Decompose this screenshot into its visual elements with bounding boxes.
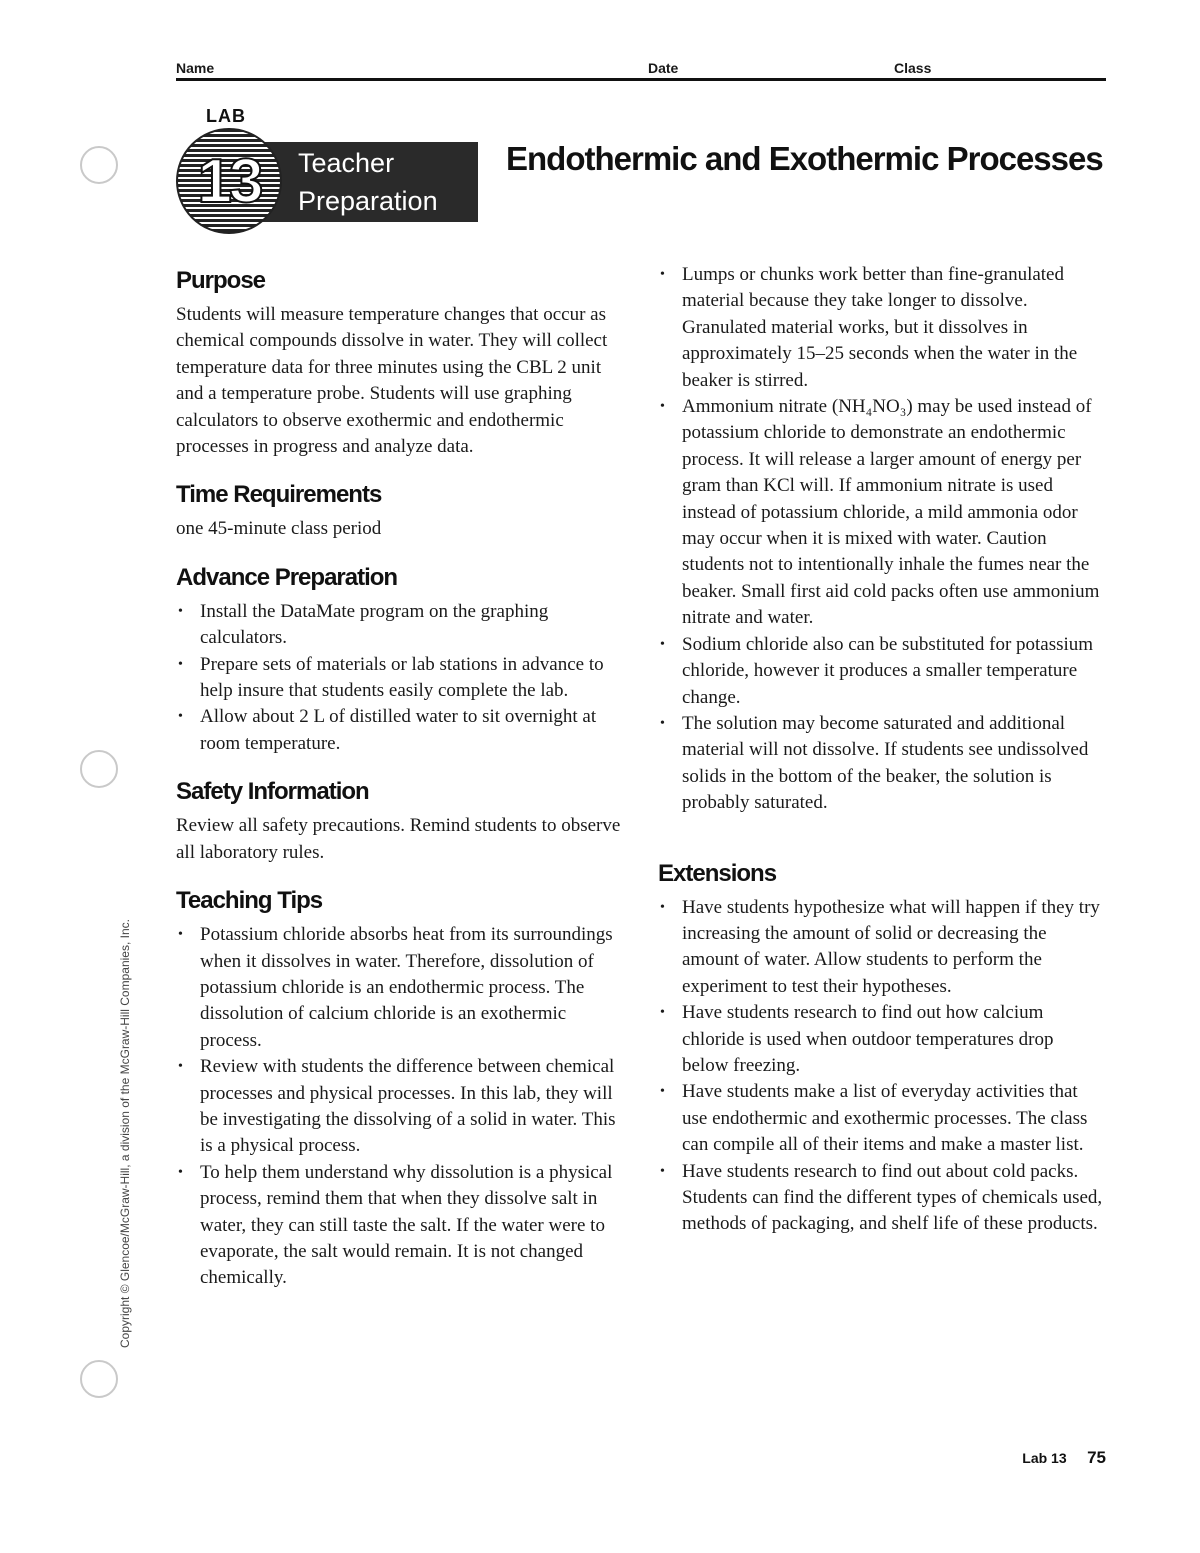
lab-badge <box>176 106 478 222</box>
class-label: Class <box>894 60 932 76</box>
binder-hole <box>80 750 118 788</box>
binder-hole <box>80 1360 118 1398</box>
list-item: • Sodium chloride also can be substituted for potassium chloride, however it produces a smaller temperature change. <box>658 632 1104 711</box>
list-item: • Ammonium nitrate (NH₄NO₃) may be used instead of potassium chloride to demonstrate an endothermic process. It will release a larger amount of energy per gram than KCl will. If ammonium nitrate is used instead of potassium chloride, a mild ammonia odor may occur when it is mixed with water. Caution students not to intentionally inhale the fumes near the beaker. Small first aid cold packs often use ammonium nitrate and water. <box>658 394 1104 632</box>
safety-heading: Safety Information <box>176 778 369 806</box>
list-item: • Have students make a list of everyday activities that use endothermic and exothermic processes. The class can compile all of their items and make a master list. <box>658 1079 1104 1158</box>
list-item: • Have students research to find out how calcium chloride is used when outdoor temperatures drop below freezing. <box>658 1000 1104 1079</box>
tips-heading: Teaching Tips <box>176 887 323 915</box>
footer-lab-label: Lab 13 <box>1022 1450 1067 1466</box>
time-text: one 45-minute class period <box>176 518 382 540</box>
list-item: • Lumps or chunks work better than fine-granulated material because they take longer to dissolve. Granulated material works, but it dissolves in approximately 15–25 seconds when the water in the beaker is stirred. <box>658 262 1104 394</box>
lab-number-circle <box>176 128 282 234</box>
badge-line2: Preparation <box>298 186 438 216</box>
list-item: • Potassium chloride absorbs heat from its surroundings when it dissolves in water. Therefore, dissolution of potassium chloride is an endothermic process. The dissolution of calcium chloride is an exothermic process. <box>176 922 624 1054</box>
purpose-heading: Purpose <box>176 267 266 294</box>
list-item: • Prepare sets of materials or lab stations in advance to help insure that students easily complete the lab. <box>176 652 624 705</box>
right-column <box>658 262 1104 1256</box>
extensions-list <box>658 895 1104 1238</box>
list-item: • Have students research to find out about cold packs. Students can find the different types of chemicals used, methods of packaging, and shelf life of these products. <box>658 1159 1104 1238</box>
binder-hole <box>80 146 118 184</box>
list-item: • Review with students the difference between chemical processes and physical processes. In this lab, they will be investigating the dissolving of a solid in water. This is a physical process. <box>176 1054 624 1160</box>
list-item: • Install the DataMate program on the graphing calculators. <box>176 599 624 652</box>
advance-list <box>176 599 624 757</box>
extensions-heading: Extensions <box>658 859 777 887</box>
time-heading: Time Requirements <box>176 481 382 509</box>
list-item: • Have students hypothesize what will happen if they try increasing the amount of solid or decreasing the amount of water. Allow students to perform the experiment to test their hypotheses. <box>658 895 1104 1001</box>
date-label: Date <box>648 60 679 76</box>
purpose-text: Students will measure temperature changes that occur as chemical compounds dissolve in water. They will collect temperature data for three minutes using the CBL 2 unit and a temperature probe. Students will use graphing calculators to observe exothermic and endothermic processes in progress and analyze data. <box>176 304 608 458</box>
page-footer <box>1022 1448 1106 1468</box>
list-item: • Allow about 2 L of distilled water to sit overnight at room temperature. <box>176 704 624 757</box>
tips-continued-list <box>658 262 1104 817</box>
header-rule <box>176 58 1106 81</box>
lab-word: LAB <box>206 106 246 126</box>
safety-text: Review all safety precautions. Remind students to observe all laboratory rules. <box>176 815 621 863</box>
copyright-notice: Copyright © Glencoe/McGraw-Hill, a division of the McGraw-Hill Companies, Inc. <box>118 919 132 1348</box>
page-title: Endothermic and Exothermic Processes <box>506 140 1103 177</box>
page-number: 75 <box>1087 1448 1106 1467</box>
list-item: • The solution may become saturated and additional material will not dissolve. If students see undissolved solids in the bottom of the beaker, the solution is probably saturated. <box>658 711 1104 817</box>
list-item: • To help them understand why dissolution is a physical process, remind them that when they dissolve salt in water, they can still taste the salt. If the water were to evaporate, the salt would remain. It is not changed chemically. <box>176 1160 624 1292</box>
advance-heading: Advance Preparation <box>176 563 398 591</box>
name-label: Name <box>176 60 215 76</box>
badge-line1: Teacher <box>298 148 395 178</box>
lab-number: 13 <box>197 147 261 216</box>
tips-list <box>176 922 624 1292</box>
left-column <box>176 262 624 1310</box>
